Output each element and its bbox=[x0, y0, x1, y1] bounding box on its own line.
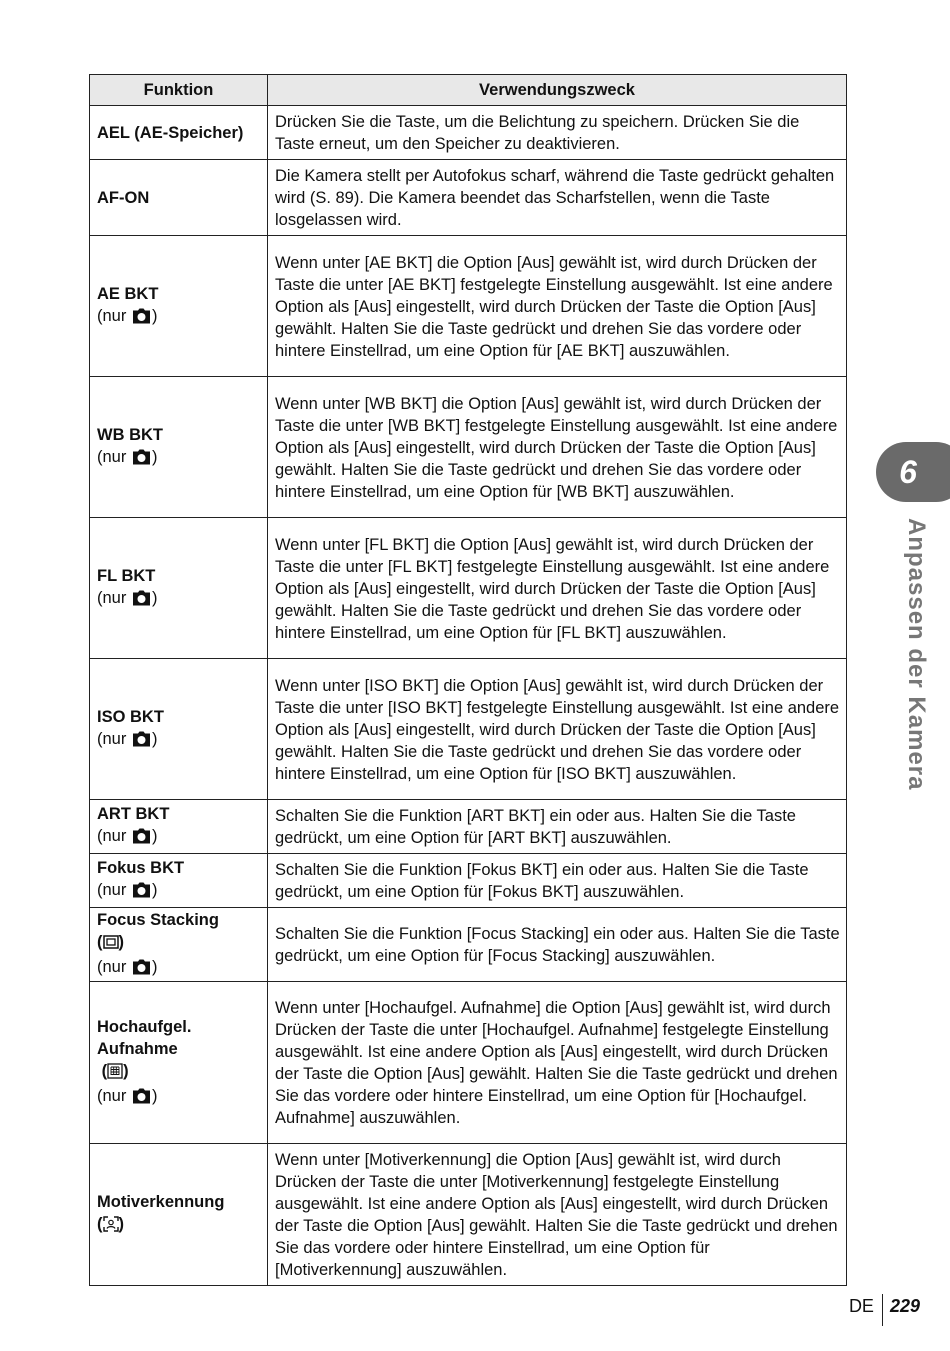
subject-detection-icon bbox=[103, 1216, 119, 1238]
header-function: Funktion bbox=[90, 75, 268, 106]
table-row bbox=[90, 908, 847, 982]
description-cell: Die Kamera stellt per Autofokus scharf, während die Taste gedrückt gehalten wird (S. 89). Die Kamera beendet das Scharfstellen, wenn die Taste losgelassen wird. bbox=[268, 160, 847, 236]
header-purpose: Verwendungszweck bbox=[268, 75, 847, 106]
camera-still-icon bbox=[132, 1088, 151, 1110]
table-row bbox=[90, 106, 847, 160]
description-cell: Wenn unter [FL BKT] die Option [Aus] gewählt ist, wird durch Drücken der Taste die unter [FL BKT] festgelegte Einstellung ausgewählt. Ist eine andere Option als [Aus] eingestellt, wird durch Drücken der Taste die Option [Aus] gewählt. Halten Sie die Taste gedrückt und drehen Sie das vordere oder hintere Einstellrad, um eine Option für [FL BKT] auszuwählen. bbox=[268, 518, 847, 659]
camera-still-icon bbox=[132, 449, 151, 471]
function-name: ART BKT bbox=[97, 805, 170, 823]
page-footer bbox=[849, 1294, 920, 1326]
function-name: Motiverkennung bbox=[97, 1193, 225, 1211]
description-cell: Wenn unter [AE BKT] die Option [Aus] gewählt ist, wird durch Drücken der Taste die unter [AE BKT] festgelegte Einstellung ausgewählt. Ist eine andere Option als [Aus] eingestellt, wird durch Drücken der Taste die Option [Aus] gewählt. Halten Sie die Taste gedrückt und drehen Sie das vordere oder hintere Einstellrad, um eine Option für [AE BKT] auszuwählen. bbox=[268, 236, 847, 377]
description-cell: Schalten Sie die Funktion [Focus Stacking] ein oder aus. Halten Sie die Taste gedrückt, um eine Option für [Focus Stacking] auszuwählen. bbox=[268, 908, 847, 982]
camera-still-icon bbox=[132, 959, 151, 981]
function-name: AF-ON bbox=[97, 188, 150, 207]
icon-note: ( ) bbox=[97, 1060, 261, 1085]
camera-still-icon bbox=[132, 882, 151, 904]
description-cell: Drücken Sie die Taste, um die Belichtung zu speichern. Drücken Sie die Taste erneut, um den Speicher zu deaktivieren. bbox=[268, 106, 847, 160]
function-cell bbox=[90, 1144, 268, 1286]
function-name: AEL (AE-Speicher) bbox=[97, 123, 244, 142]
mode-note: (nur ) bbox=[97, 728, 261, 753]
function-name: ISO BKT bbox=[97, 707, 164, 726]
description-cell: Schalten Sie die Funktion [Fokus BKT] ein oder aus. Halten Sie die Taste gedrückt, um eine Option für [Fokus BKT] auszuwählen. bbox=[268, 854, 847, 908]
function-cell bbox=[90, 800, 268, 854]
icon-note: ( ) bbox=[97, 931, 261, 956]
function-name: Fokus BKT bbox=[97, 859, 185, 877]
function-cell bbox=[90, 236, 268, 377]
description-cell: Wenn unter [Hochaufgel. Aufnahme] die Option [Aus] gewählt ist, wird durch Drücken der Taste die unter [Hochaufgel. Aufnahme] festgelegte Einstellung ausgewählt. Ist eine andere Option als [Aus] eingestellt, wird durch Drücken der Taste die Option [Aus] gewählt. Halten Sie die Taste gedrückt und drehen Sie das vordere oder hintere Einstellrad, um eine Option für [Hochaufgel. Aufnahme] auszuwählen. bbox=[268, 982, 847, 1144]
chapter-number: 6 bbox=[899, 454, 917, 490]
camera-still-icon bbox=[132, 828, 151, 850]
high-res-shot-icon bbox=[107, 1063, 123, 1085]
mode-note: (nur ) bbox=[97, 305, 261, 330]
language-code: DE bbox=[849, 1294, 883, 1326]
function-cell bbox=[90, 160, 268, 236]
mode-note: (nur ) bbox=[97, 446, 261, 471]
table-row bbox=[90, 1144, 847, 1286]
function-cell bbox=[90, 518, 268, 659]
mode-note: (nur ) bbox=[97, 1085, 261, 1110]
page-number: 229 bbox=[889, 1296, 920, 1316]
table-row bbox=[90, 236, 847, 377]
table-header-row bbox=[90, 75, 847, 106]
description-cell: Wenn unter [WB BKT] die Option [Aus] gewählt ist, wird durch Drücken der Taste die unter [WB BKT] festgelegte Einstellung ausgewählt. Ist eine andere Option als [Aus] eingestellt, wird durch Drücken der Taste die Option [Aus] gewählt. Halten Sie die Taste gedrückt und drehen Sie das vordere oder hintere Einstellrad, um eine Option für [WB BKT] auszuwählen. bbox=[268, 377, 847, 518]
camera-still-icon bbox=[132, 590, 151, 612]
focus-stacking-icon bbox=[103, 934, 119, 956]
table-row bbox=[90, 982, 847, 1144]
chapter-title: Anpassen der Kamera bbox=[903, 518, 930, 791]
mode-note: (nur ) bbox=[97, 956, 261, 981]
function-cell bbox=[90, 982, 268, 1144]
table-row bbox=[90, 854, 847, 908]
table-row bbox=[90, 518, 847, 659]
function-cell bbox=[90, 377, 268, 518]
mode-note: (nur ) bbox=[97, 879, 261, 904]
table-row bbox=[90, 659, 847, 800]
function-name: Hochaufgel. Aufnahme bbox=[97, 1017, 192, 1058]
function-name: AE BKT bbox=[97, 284, 159, 303]
function-name: FL BKT bbox=[97, 566, 156, 585]
description-cell: Wenn unter [ISO BKT] die Option [Aus] gewählt ist, wird durch Drücken der Taste die unter [ISO BKT] festgelegte Einstellung ausgewählt. Ist eine andere Option als [Aus] eingestellt, wird durch Drücken der Taste die Option [Aus] gewählt. Halten Sie die Taste gedrückt und drehen Sie das vordere oder hintere Einstellrad, um eine Option für [ISO BKT] auszuwählen. bbox=[268, 659, 847, 800]
function-cell bbox=[90, 854, 268, 908]
function-name: Focus Stacking bbox=[97, 910, 219, 929]
table-row bbox=[90, 800, 847, 854]
description-cell: Schalten Sie die Funktion [ART BKT] ein oder aus. Halten Sie die Taste gedrückt, um eine Option für [ART BKT] auszuwählen. bbox=[268, 800, 847, 854]
mode-note: (nur ) bbox=[97, 825, 261, 850]
function-table bbox=[89, 74, 847, 1286]
camera-still-icon bbox=[132, 308, 151, 330]
table-row bbox=[90, 377, 847, 518]
function-cell bbox=[90, 659, 268, 800]
function-cell bbox=[90, 106, 268, 160]
table-row bbox=[90, 160, 847, 236]
icon-note: ( ) bbox=[97, 1213, 261, 1238]
mode-note: (nur ) bbox=[97, 587, 261, 612]
function-name: WB BKT bbox=[97, 425, 163, 444]
camera-still-icon bbox=[132, 731, 151, 753]
description-cell: Wenn unter [Motiverkennung] die Option [Aus] gewählt ist, wird durch Drücken der Taste die unter [Motiverkennung] festgelegte Einstellung ausgewählt. Ist eine andere Option als [Aus] eingestellt, wird durch Drücken der Taste die Option [Aus] gewählt. Halten Sie die Taste gedrückt und drehen Sie das vordere oder hintere Einstellrad, um eine Option für [Motiverkennung] auszuwählen. bbox=[268, 1144, 847, 1286]
function-cell bbox=[90, 908, 268, 982]
